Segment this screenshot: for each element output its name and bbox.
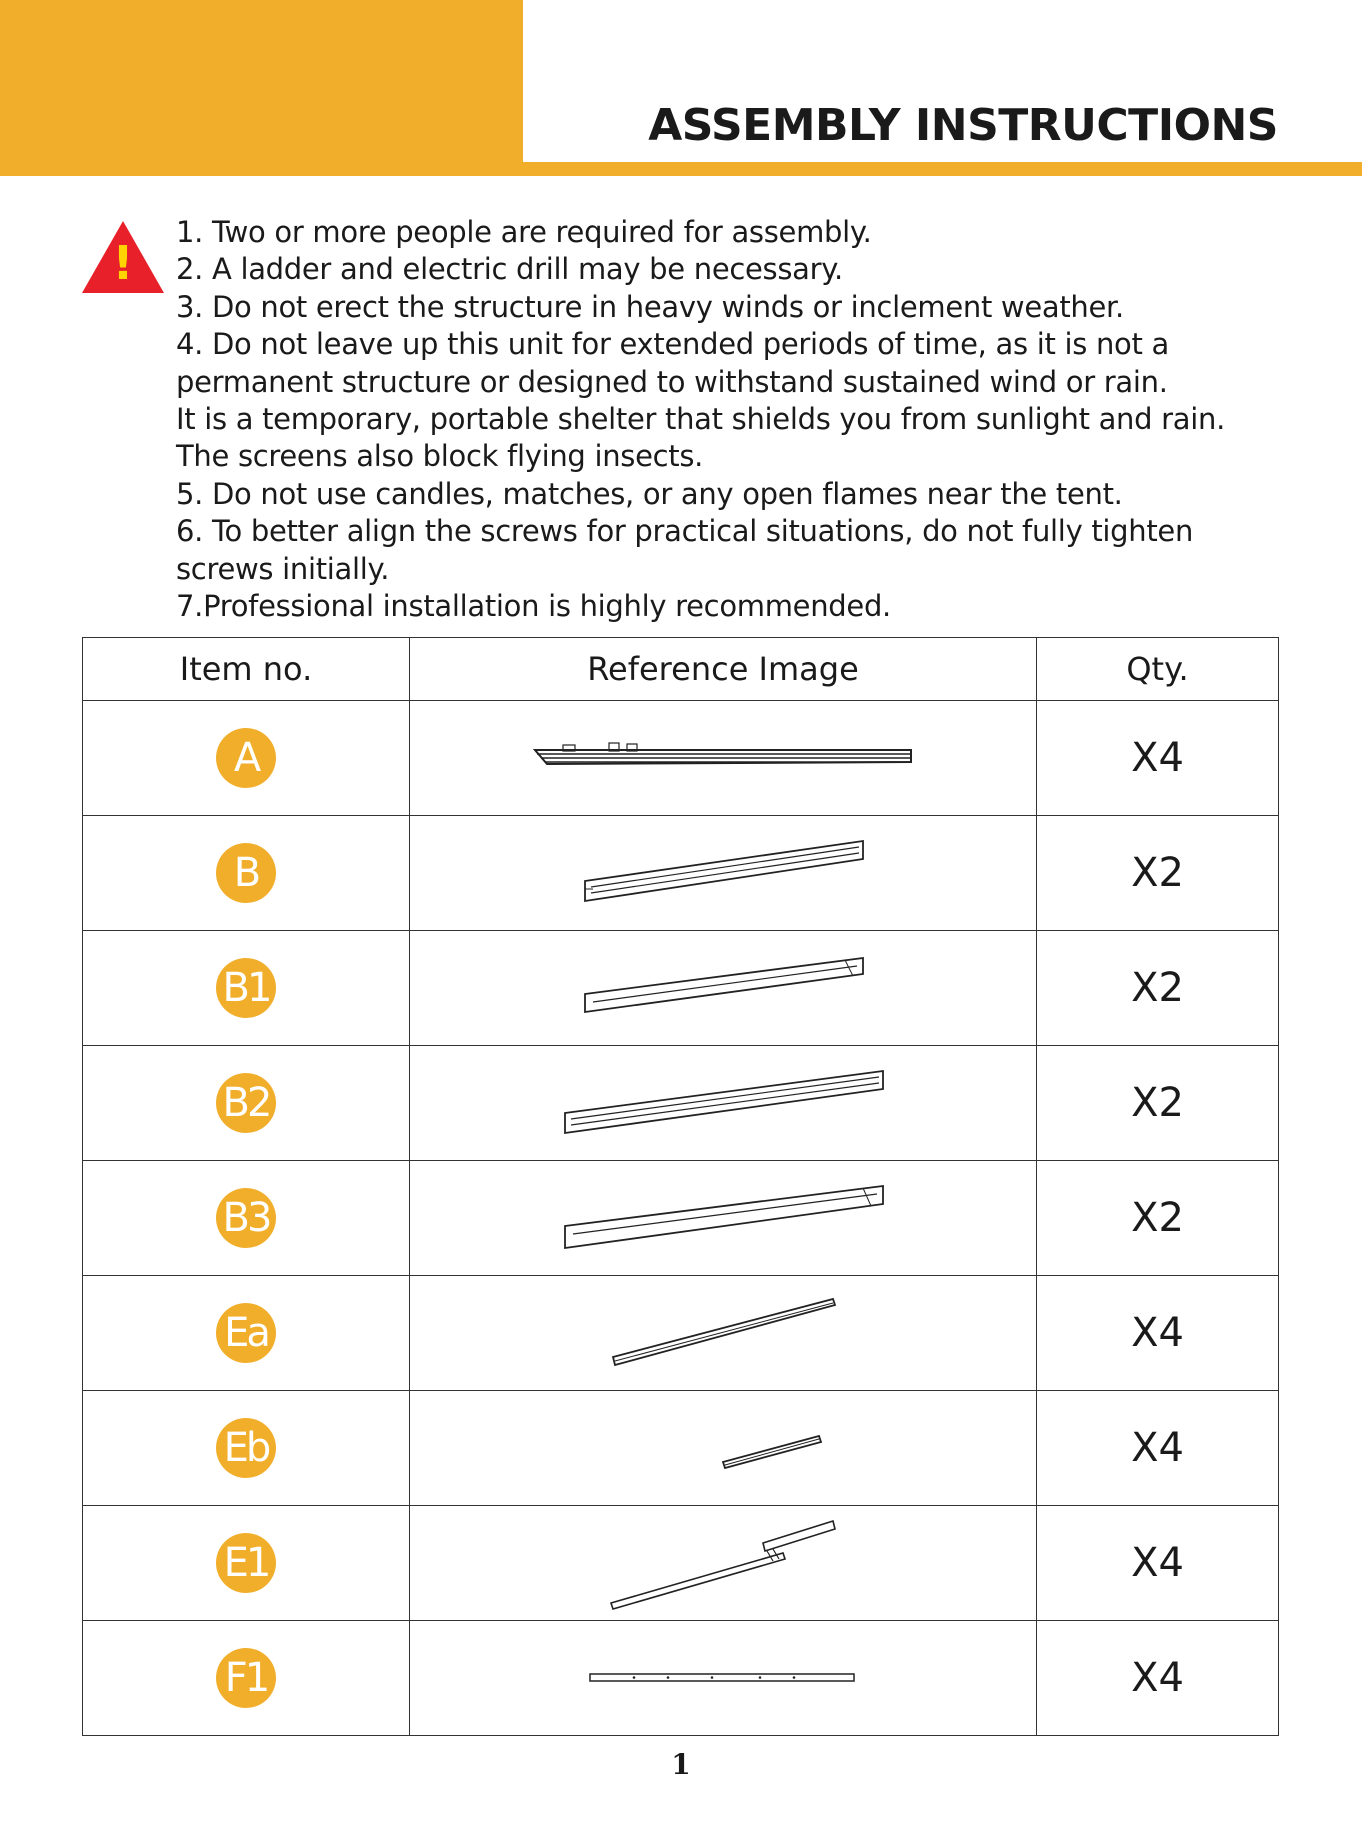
table-row (83, 1161, 1279, 1276)
flat-bar-f1-icon (588, 1668, 858, 1688)
table-row (83, 816, 1279, 931)
item-badge: B2 (216, 1073, 276, 1133)
item-qty: X2 (1037, 931, 1279, 1046)
bar-eb-icon (613, 1418, 833, 1478)
table-row (83, 701, 1279, 816)
note-line: 6. To better align the screws for practical situations, do not fully tighten (176, 514, 1194, 549)
item-badge: E1 (216, 1533, 276, 1593)
note-line: 3. Do not erect the structure in heavy winds or inclement weather. (176, 289, 1124, 324)
item-qty: X4 (1037, 1506, 1279, 1621)
beam-b3-icon (553, 1178, 893, 1258)
header-reference-image: Reference Image (410, 638, 1037, 701)
item-badge: F1 (216, 1648, 276, 1708)
item-badge: B (216, 843, 276, 903)
item-qty: X4 (1037, 1391, 1279, 1506)
note-line: 5. Do not use candles, matches, or any open flames near the tent. (176, 476, 1123, 511)
item-badge: B1 (216, 958, 276, 1018)
note-line: It is a temporary, portable shelter that shields you from sunlight and rain. (176, 402, 1226, 437)
note-line: 4. Do not leave up this unit for extended periods of time, as it is not a (176, 327, 1169, 362)
item-badge: Ea (216, 1303, 276, 1363)
beam-b2-icon (553, 1063, 893, 1143)
header-qty: Qty. (1037, 638, 1279, 701)
item-badge: B3 (216, 1188, 276, 1248)
warning-triangle-icon (80, 219, 166, 295)
item-qty: X4 (1037, 701, 1279, 816)
brace-e1-icon (603, 1513, 843, 1613)
beam-b-icon (573, 833, 873, 913)
item-badge: Eb (216, 1418, 276, 1478)
page-number: 1 (671, 1748, 691, 1781)
page-title: ASSEMBLY INSTRUCTIONS (648, 100, 1278, 151)
note-line: permanent structure or designed to withstand sustained wind or rain. (176, 364, 1168, 399)
item-qty: X2 (1037, 1046, 1279, 1161)
beam-b1-icon (573, 948, 873, 1028)
note-line: 2. A ladder and electric drill may be necessary. (176, 252, 843, 287)
item-qty: X4 (1037, 1621, 1279, 1736)
parts-table (82, 637, 1279, 1736)
note-line: 7.Professional installation is highly recommended. (176, 589, 891, 624)
table-row (83, 1621, 1279, 1736)
table-header-row (83, 638, 1279, 701)
item-qty: X2 (1037, 1161, 1279, 1276)
bar-ea-icon (603, 1293, 843, 1373)
table-row (83, 1391, 1279, 1506)
table-row (83, 1506, 1279, 1621)
note-line: screws initially. (176, 551, 390, 586)
warning-symbol: ! (112, 236, 134, 290)
item-qty: X2 (1037, 816, 1279, 931)
item-badge: A (216, 728, 276, 788)
header-item-no: Item no. (83, 638, 410, 701)
table-row (83, 1046, 1279, 1161)
safety-notes-list (176, 214, 1296, 625)
table-row (83, 931, 1279, 1046)
note-line: 1. Two or more people are required for assembly. (176, 215, 872, 249)
table-row (83, 1276, 1279, 1391)
item-qty: X4 (1037, 1276, 1279, 1391)
note-line: The screens also block flying insects. (176, 439, 704, 474)
long-rail-a-icon (523, 738, 923, 778)
